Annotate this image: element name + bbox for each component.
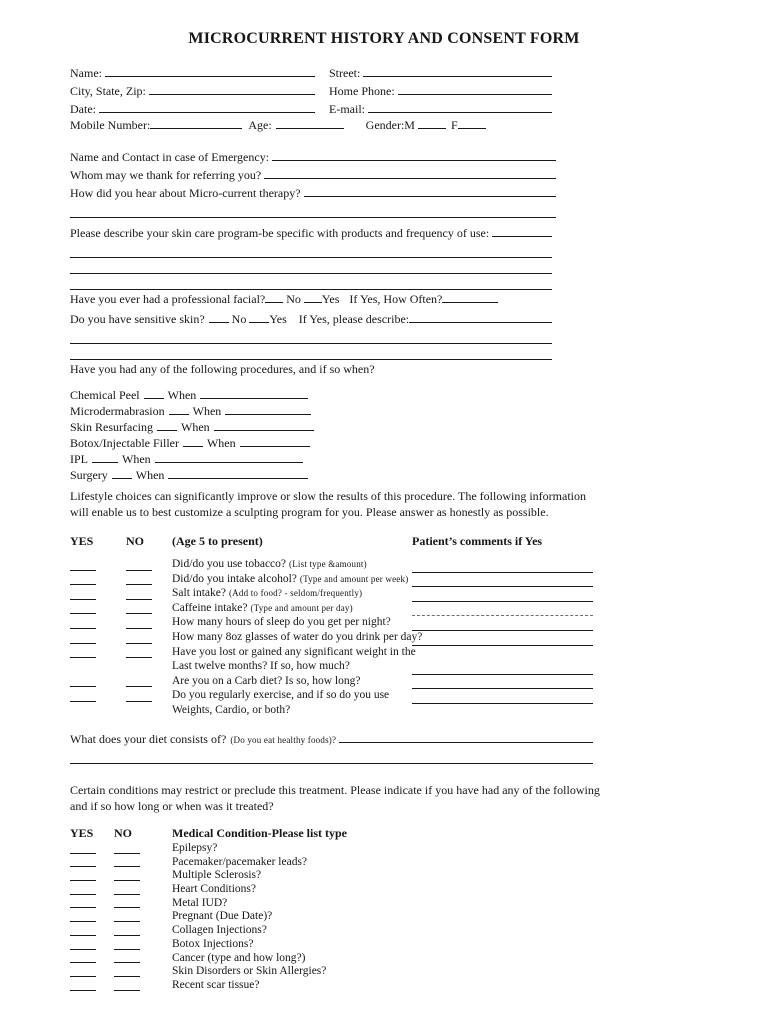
sensitive-yes-label: Yes bbox=[269, 312, 287, 326]
procedures-intro: Have you had any of the following procedures, and if so when? bbox=[70, 362, 375, 376]
conditions-header bbox=[70, 826, 470, 842]
condition-row bbox=[70, 924, 470, 938]
conditions-paragraph: Certain conditions may restrict or preclude this treatment. Please indicate if you have had any of the following and if so how long or when was it treated? bbox=[70, 783, 600, 813]
yes-blank bbox=[70, 857, 96, 867]
comment-line bbox=[412, 561, 593, 573]
facial-no-label: No bbox=[286, 292, 301, 306]
lifestyle-question: How many hours of sleep do you get per night? bbox=[172, 616, 391, 629]
sensitive-skin-row bbox=[70, 310, 552, 328]
date-blank bbox=[99, 100, 315, 113]
procedure-label: Skin Resurfacing bbox=[70, 420, 153, 434]
lifestyle-header bbox=[70, 534, 593, 558]
no-blank bbox=[114, 885, 140, 895]
lifestyle-row bbox=[70, 616, 593, 631]
lifestyle-row bbox=[70, 602, 593, 617]
hear-about-row bbox=[70, 184, 556, 202]
no-blank bbox=[126, 603, 152, 614]
gender-m-blank bbox=[418, 118, 446, 129]
emergency-section bbox=[70, 148, 556, 218]
yes-blank bbox=[70, 981, 96, 991]
contact-section bbox=[70, 64, 552, 136]
comment-line bbox=[412, 604, 593, 616]
lifestyle-question: Have you lost or gained any significant weight in the bbox=[172, 645, 416, 658]
no-blank bbox=[114, 871, 140, 881]
skincare-line-3 bbox=[70, 274, 552, 290]
lifestyle-table bbox=[70, 534, 593, 719]
no-blank bbox=[114, 898, 140, 908]
comments-column-header: Patient’s comments if Yes bbox=[412, 534, 543, 548]
condition-row bbox=[70, 869, 470, 883]
email-label: E-mail: bbox=[329, 102, 365, 116]
comment-line bbox=[412, 677, 593, 689]
sensitive-line-2 bbox=[70, 344, 552, 360]
condition-row bbox=[70, 938, 470, 952]
procedure-label: Microdermabrasion bbox=[70, 404, 165, 418]
no-blank bbox=[126, 618, 152, 629]
procedure-row bbox=[70, 404, 400, 420]
condition-row bbox=[70, 856, 470, 870]
yes-blank bbox=[70, 926, 96, 936]
lifestyle-question: Caffeine intake? (Type and amount per day) bbox=[172, 601, 353, 614]
when-blank bbox=[214, 420, 314, 431]
condition-label: Pacemaker/pacemaker leads? bbox=[172, 855, 308, 868]
facial-no-blank bbox=[265, 292, 283, 303]
yes-blank bbox=[70, 898, 96, 908]
no-blank bbox=[126, 589, 152, 600]
lifestyle-row bbox=[70, 587, 593, 602]
yes-blank bbox=[70, 618, 96, 629]
yes-blank bbox=[70, 603, 96, 614]
no-blank bbox=[114, 967, 140, 977]
facial-question-row bbox=[70, 292, 552, 310]
yes-column-header: YES bbox=[70, 826, 94, 840]
lifestyle-question-continued: Weights, Cardio, or both? bbox=[172, 703, 291, 716]
condition-row bbox=[70, 897, 470, 911]
lifestyle-question: Are you on a Carb diet? Is so, how long? bbox=[172, 674, 361, 687]
no-blank bbox=[126, 647, 152, 658]
age-blank bbox=[276, 118, 344, 129]
page-title: MICROCURRENT HISTORY AND CONSENT FORM bbox=[188, 30, 580, 47]
no-blank bbox=[114, 912, 140, 922]
procedure-blank bbox=[112, 468, 132, 479]
sensitive-no-label: No bbox=[231, 312, 247, 326]
procedure-row bbox=[70, 436, 400, 452]
yes-blank bbox=[70, 953, 96, 963]
when-blank bbox=[155, 452, 303, 463]
condition-label: Recent scar tissue? bbox=[172, 978, 260, 991]
conditions-table bbox=[70, 826, 470, 993]
home-phone-blank bbox=[398, 82, 552, 95]
emergency-label: Name and Contact in case of Emergency: bbox=[70, 150, 270, 164]
facial-followup-label: If Yes, How Often? bbox=[349, 292, 443, 306]
procedure-row bbox=[70, 388, 400, 404]
yes-blank bbox=[70, 633, 96, 644]
hear-about-label: How did you hear about Micro-current therapy? bbox=[70, 186, 301, 200]
no-blank bbox=[126, 676, 152, 687]
facial-question: Have you ever had a professional facial? bbox=[70, 292, 266, 306]
email-blank bbox=[368, 100, 552, 113]
sensitive-no-blank bbox=[209, 312, 229, 323]
when-label: When bbox=[181, 420, 210, 434]
no-blank bbox=[126, 574, 152, 585]
hear-about-blank bbox=[304, 184, 556, 197]
procedure-row bbox=[70, 452, 400, 468]
condition-label: Pregnant (Due Date)? bbox=[172, 910, 273, 923]
condition-label: Skin Disorders or Skin Allergies? bbox=[172, 965, 327, 978]
when-label: When bbox=[122, 452, 151, 466]
condition-row bbox=[70, 883, 470, 897]
diet-question: What does your diet consists of? bbox=[70, 732, 227, 746]
facial-followup-blank bbox=[442, 292, 498, 303]
lifestyle-question: Did/do you intake alcohol? (Type and amount per week) bbox=[172, 572, 409, 585]
lifestyle-question: Did/do you use tobacco? (List type &amount) bbox=[172, 558, 367, 570]
contact-row-mobile-age-gender bbox=[70, 118, 552, 136]
no-blank bbox=[114, 926, 140, 936]
lifestyle-question: Do you regularly exercise, and if so do you use bbox=[172, 689, 390, 702]
when-label: When bbox=[192, 404, 222, 418]
lifestyle-row bbox=[70, 689, 593, 704]
yes-blank bbox=[70, 691, 96, 702]
when-blank bbox=[240, 436, 310, 447]
emergency-row bbox=[70, 148, 556, 166]
no-blank bbox=[114, 953, 140, 963]
when-label: When bbox=[206, 436, 236, 450]
city-blank bbox=[149, 82, 315, 95]
contact-row-name-street bbox=[70, 64, 552, 82]
date-label: Date: bbox=[70, 102, 96, 116]
mobile-label: Mobile Number: bbox=[70, 118, 151, 132]
procedure-label: IPL bbox=[70, 452, 88, 466]
yes-blank bbox=[70, 940, 96, 950]
yes-column-header: YES bbox=[70, 534, 94, 548]
no-blank bbox=[114, 857, 140, 867]
skincare-prompt-row bbox=[70, 224, 552, 242]
yes-blank bbox=[70, 967, 96, 977]
sensitive-describe-blank bbox=[409, 310, 552, 323]
skincare-blank bbox=[492, 224, 552, 237]
comment-line bbox=[412, 663, 593, 675]
condition-label: Multiple Sclerosis? bbox=[172, 869, 262, 882]
yes-blank bbox=[70, 912, 96, 922]
lifestyle-row bbox=[70, 646, 593, 661]
procedure-row bbox=[70, 420, 400, 436]
comment-line bbox=[412, 692, 593, 704]
referral-label: Whom may we thank for referring you? bbox=[70, 168, 262, 182]
facial-yes-label: Yes bbox=[321, 292, 340, 306]
lifestyle-question-continued: Last twelve months? If so, how much? bbox=[172, 660, 350, 673]
emergency-blank bbox=[272, 148, 556, 161]
procedure-row bbox=[70, 468, 400, 484]
sensitive-line-1 bbox=[70, 328, 552, 344]
lifestyle-paragraph: Lifestyle choices can significantly improve or slow the results of this procedure. The following information will enable us to best customize a sculpting program for you. Please answer as honestly as possible. bbox=[70, 489, 586, 519]
diet-section bbox=[70, 730, 593, 764]
question-column-header: (Age 5 to present) bbox=[172, 534, 263, 548]
skincare-section bbox=[70, 224, 552, 290]
condition-label: Collagen Injections? bbox=[172, 924, 267, 937]
city-label: City, State, Zip: bbox=[70, 84, 146, 98]
lifestyle-row bbox=[70, 573, 593, 588]
yes-blank bbox=[70, 844, 96, 854]
when-blank bbox=[200, 388, 308, 399]
facial-yes-blank bbox=[304, 292, 322, 303]
no-blank bbox=[126, 691, 152, 702]
diet-extra-line bbox=[70, 748, 593, 764]
diet-question-row bbox=[70, 730, 593, 748]
yes-blank bbox=[70, 574, 96, 585]
procedure-blank bbox=[169, 404, 189, 415]
lifestyle-question: Salt intake? (Add to food? - seldom/frequently) bbox=[172, 587, 363, 600]
lifestyle-row-continuation bbox=[70, 660, 593, 675]
sensitive-yes-blank bbox=[249, 312, 269, 323]
condition-row bbox=[70, 910, 470, 924]
yes-blank bbox=[70, 871, 96, 881]
no-blank bbox=[114, 844, 140, 854]
no-blank bbox=[114, 981, 140, 991]
comment-line bbox=[412, 634, 593, 646]
procedure-label: Botox/Injectable Filler bbox=[70, 436, 179, 450]
skincare-line-1 bbox=[70, 242, 552, 258]
condition-label: Metal IUD? bbox=[172, 896, 228, 909]
street-blank bbox=[363, 64, 552, 77]
skincare-line-2 bbox=[70, 258, 552, 274]
contact-row-city-phone bbox=[70, 82, 552, 100]
when-label: When bbox=[167, 388, 197, 402]
comment-line bbox=[412, 619, 593, 631]
procedures-list bbox=[70, 388, 400, 484]
home-phone-label: Home Phone: bbox=[329, 84, 395, 98]
condition-row bbox=[70, 842, 470, 856]
yes-blank bbox=[70, 676, 96, 687]
when-blank bbox=[225, 404, 311, 415]
yes-blank bbox=[70, 885, 96, 895]
no-blank bbox=[126, 633, 152, 644]
mobile-blank bbox=[150, 118, 242, 129]
procedure-blank bbox=[92, 452, 118, 463]
condition-column-header: Medical Condition-Please list type bbox=[172, 826, 347, 840]
condition-label: Epilepsy? bbox=[172, 842, 218, 854]
facial-section bbox=[70, 292, 552, 360]
condition-label: Heart Conditions? bbox=[172, 883, 256, 896]
no-column-header: NO bbox=[114, 826, 132, 840]
condition-row bbox=[70, 965, 470, 979]
lifestyle-question: How many 8oz glasses of water do you drink per day? bbox=[172, 630, 423, 643]
when-blank bbox=[168, 468, 308, 479]
lifestyle-row bbox=[70, 558, 593, 573]
age-label: Age: bbox=[248, 118, 272, 132]
gender-label: Gender:M bbox=[365, 118, 415, 132]
gender-f-label: F bbox=[450, 118, 458, 132]
condition-row bbox=[70, 979, 470, 993]
condition-label: Botox Injections? bbox=[172, 937, 254, 950]
no-blank bbox=[126, 560, 152, 571]
referral-blank bbox=[264, 166, 556, 179]
sensitive-skin-question: Do you have sensitive skin? bbox=[70, 312, 205, 326]
when-label: When bbox=[135, 468, 165, 482]
gender-f-blank bbox=[458, 118, 486, 129]
diet-blank bbox=[339, 730, 593, 743]
procedure-label: Surgery bbox=[70, 468, 108, 482]
no-column-header: NO bbox=[126, 534, 144, 548]
referral-row bbox=[70, 166, 556, 184]
comment-line bbox=[412, 590, 593, 602]
diet-note: (Do you eat healthy foods)? bbox=[230, 735, 337, 745]
comment-line bbox=[412, 575, 593, 587]
name-label: Name: bbox=[70, 66, 102, 80]
procedure-blank bbox=[144, 388, 164, 399]
lifestyle-row bbox=[70, 675, 593, 690]
name-blank bbox=[105, 64, 315, 77]
contact-row-date-email bbox=[70, 100, 552, 118]
no-blank bbox=[114, 940, 140, 950]
street-label: Street: bbox=[329, 66, 361, 80]
sensitive-followup-label: If Yes, please describe: bbox=[298, 312, 410, 326]
lifestyle-row-continuation bbox=[70, 704, 593, 719]
yes-blank bbox=[70, 647, 96, 658]
procedure-blank bbox=[157, 420, 177, 431]
condition-label: Cancer (type and how long?) bbox=[172, 951, 306, 964]
skincare-prompt: Please describe your skin care program-be specific with products and frequency of use: bbox=[70, 226, 490, 240]
hear-about-extra-line bbox=[70, 202, 556, 218]
yes-blank bbox=[70, 589, 96, 600]
procedure-label: Chemical Peel bbox=[70, 388, 140, 402]
procedure-blank bbox=[183, 436, 203, 447]
condition-row bbox=[70, 952, 470, 966]
lifestyle-row bbox=[70, 631, 593, 646]
yes-blank bbox=[70, 560, 96, 571]
